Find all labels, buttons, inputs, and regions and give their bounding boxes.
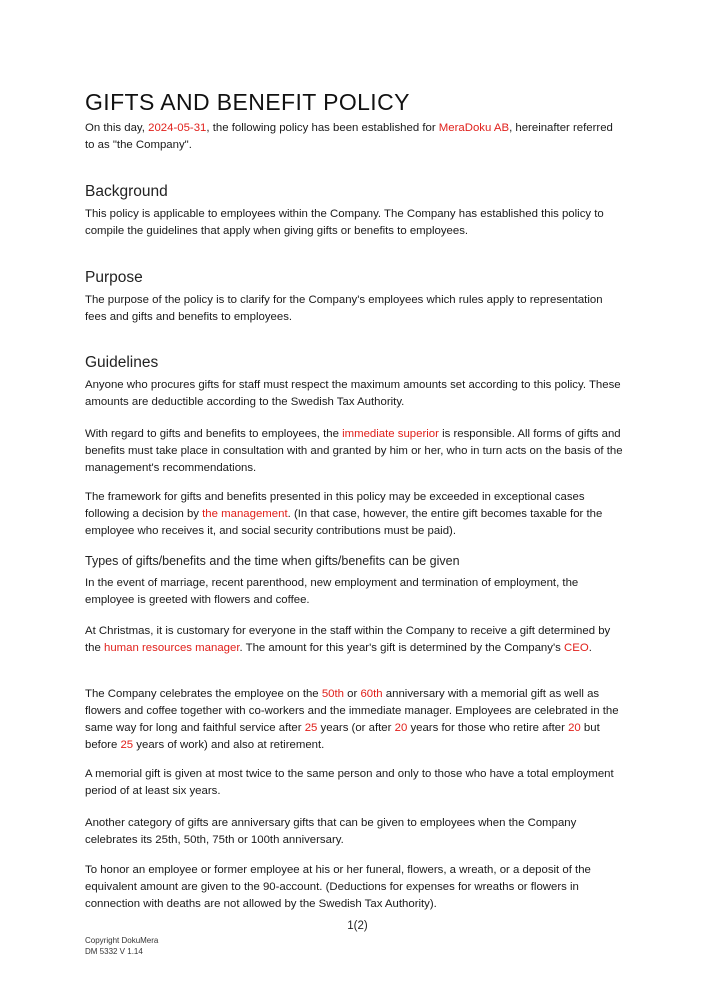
- footer-copyright: Copyright DokuMera: [85, 936, 159, 945]
- page-number: 1(2): [347, 920, 368, 932]
- background-heading: Background: [85, 183, 168, 200]
- date-field: 2024-05-31: [148, 122, 207, 134]
- types-paragraph-2: At Christmas, it is customary for everyone in the staff within the Company to receive a gift determined by the human resources manager. The amount for this year's gift is determined by the Company's CEO.: [85, 625, 611, 654]
- purpose-paragraph: The purpose of the policy is to clarify for the Company's employees which rules apply to representation fees and gifts and benefits to employees.: [85, 294, 603, 323]
- page-title: GIFTS AND BENEFIT POLICY: [85, 89, 410, 115]
- types-paragraph-1: In the event of marriage, recent parenthood, new employment and termination of employment, the employee is greeted with flowers and coffee.: [85, 577, 579, 606]
- decision-maker-field: the management: [202, 508, 288, 520]
- types-paragraph-3: The Company celebrates the employee on the 50th or 60th anniversary with a memorial gift as well as flowers and coffee together with co-workers and the immediate manager. Employees are celebrated in the same way for long and faithful service after 25 years (or after 20 years for those who retire after 20 but before 25 years of work) and also at retirement.: [85, 688, 619, 751]
- hr-role-field: human resources manager: [104, 642, 240, 654]
- purpose-heading: Purpose: [85, 269, 143, 286]
- guidelines-heading: Guidelines: [85, 354, 159, 371]
- types-heading: Types of gifts/benefits and the time when gifts/benefits can be given: [85, 554, 460, 568]
- intro-paragraph: On this day, 2024-05-31, the following policy has been established for MeraDoku AB, hereinafter referred to as "the Company".: [85, 122, 613, 151]
- types-paragraph-5: Another category of gifts are anniversary gifts that can be given to employees when the Company celebrates its 25th, 50th, 75th or 100th anniversary.: [85, 817, 577, 846]
- types-paragraph-4: A memorial gift is given at most twice to the same person and only to those who have a total employment period of at least six years.: [85, 768, 614, 797]
- background-paragraph: This policy is applicable to employees within the Company. The Company has established this policy to compile the guidelines that apply when giving gifts or benefits to employees.: [85, 208, 604, 237]
- company-name-field: MeraDoku AB: [438, 122, 510, 134]
- types-paragraph-6: To honor an employee or former employee at his or her funeral, flowers, a wreath, or a deposit of the equivalent amount are given to the 90-account. (Deductions for expenses for wreaths or flowers in connection with deaths are not allowed by the Swedish Tax Authority).: [85, 864, 591, 910]
- ceo-role-field: CEO: [564, 642, 589, 654]
- guidelines-paragraph-2: With regard to gifts and benefits to employees, the immediate superior is responsible. All forms of gifts and benefits must take place in consultation with and granted by him or her, who in turn acts on the basis of the management's recommendations.: [85, 428, 623, 474]
- footer-document-id: DM 5332 V 1.14: [85, 947, 143, 956]
- guidelines-paragraph-1: Anyone who procures gifts for staff must respect the maximum amounts set according to this policy. These amounts are deductible according to the Swedish Tax Authority.: [85, 379, 621, 408]
- responsible-role-field: immediate superior: [342, 428, 439, 440]
- guidelines-paragraph-3: The framework for gifts and benefits presented in this policy may be exceeded in exceptional cases following a decision by the management. (In that case, however, the entire gift becomes taxable for the employee who receives it, and social security contributions must be paid).: [85, 491, 603, 537]
